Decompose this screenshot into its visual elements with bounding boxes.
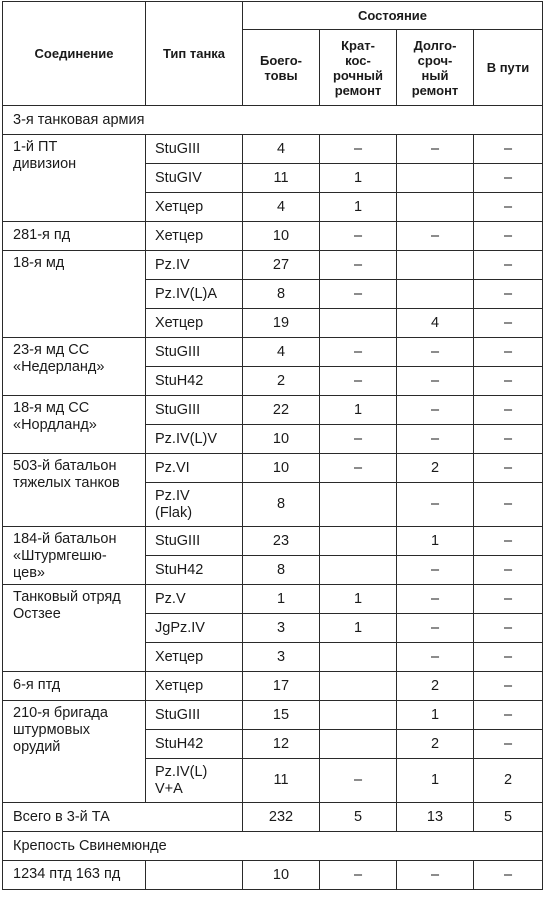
- tank-type: Pz.IV(L)V: [146, 425, 243, 454]
- long-repair-count: –: [397, 585, 474, 614]
- total-ready: 232: [243, 803, 320, 832]
- long-repair-count: –: [397, 425, 474, 454]
- in-transit-count: –: [474, 193, 543, 222]
- tank-type: Pz.IV: [146, 251, 243, 280]
- ready-count: 15: [243, 701, 320, 730]
- short-repair-count: 1: [320, 164, 397, 193]
- tank-type: Хетцер: [146, 672, 243, 701]
- long-repair-count: 1: [397, 701, 474, 730]
- long-repair-count: 4: [397, 309, 474, 338]
- tank-type: StuH42: [146, 367, 243, 396]
- total-long-repair: 13: [397, 803, 474, 832]
- short-repair-count: –: [320, 222, 397, 251]
- table-row: [3, 527, 543, 556]
- tank-type: JgPz.IV: [146, 614, 243, 643]
- header-state: Состояние: [243, 2, 543, 30]
- short-repair-count: –: [320, 338, 397, 367]
- long-repair-count: –: [397, 643, 474, 672]
- ready-count: 12: [243, 730, 320, 759]
- short-repair-count: [320, 527, 397, 556]
- long-repair-count: 2: [397, 730, 474, 759]
- tank-type: Хетцер: [146, 643, 243, 672]
- total-in-transit: 5: [474, 803, 543, 832]
- ready-count: 22: [243, 396, 320, 425]
- table-row: [3, 672, 543, 701]
- tank-type: Pz.IV (Flak): [146, 483, 243, 527]
- total-short-repair: 5: [320, 803, 397, 832]
- tank-type: Хетцер: [146, 309, 243, 338]
- in-transit-count: –: [474, 527, 543, 556]
- table-row: [3, 396, 543, 425]
- ready-count: 8: [243, 280, 320, 309]
- short-repair-count: [320, 672, 397, 701]
- in-transit-count: –: [474, 222, 543, 251]
- in-transit-count: –: [474, 672, 543, 701]
- unit-name: Танковый отряд Остзее: [3, 585, 146, 672]
- section-title: Крепость Свинемюнде: [3, 832, 543, 861]
- in-transit-count: –: [474, 425, 543, 454]
- long-repair-count: –: [397, 222, 474, 251]
- short-repair-count: [320, 643, 397, 672]
- in-transit-count: –: [474, 643, 543, 672]
- tank-type: Pz.V: [146, 585, 243, 614]
- long-repair-count: [397, 193, 474, 222]
- ready-count: 11: [243, 164, 320, 193]
- table-row: [3, 135, 543, 164]
- unit-name: 184-й батальон «Штурмгешю- цев»: [3, 527, 146, 585]
- tank-type: StuH42: [146, 556, 243, 585]
- short-repair-count: 1: [320, 585, 397, 614]
- unit-name: 1-й ПТ дивизион: [3, 135, 146, 222]
- tank-type: Pz.IV(L)A: [146, 280, 243, 309]
- table-header: [3, 2, 543, 106]
- section-row: [3, 106, 543, 135]
- unit-name: 281-я пд: [3, 222, 146, 251]
- short-repair-count: [320, 556, 397, 585]
- ready-count: 10: [243, 454, 320, 483]
- total-label: Всего в 3-й ТА: [3, 803, 243, 832]
- short-repair-count: –: [320, 251, 397, 280]
- ready-count: 1: [243, 585, 320, 614]
- tank-type: StuGIV: [146, 164, 243, 193]
- tank-type: Pz.VI: [146, 454, 243, 483]
- ready-count: 8: [243, 483, 320, 527]
- short-repair-count: –: [320, 861, 397, 890]
- long-repair-count: –: [397, 135, 474, 164]
- tank-type: StuGIII: [146, 338, 243, 367]
- long-repair-count: –: [397, 367, 474, 396]
- in-transit-count: –: [474, 614, 543, 643]
- short-repair-count: [320, 483, 397, 527]
- ready-count: 4: [243, 338, 320, 367]
- in-transit-count: –: [474, 164, 543, 193]
- ready-count: 23: [243, 527, 320, 556]
- long-repair-count: –: [397, 556, 474, 585]
- long-repair-count: [397, 280, 474, 309]
- in-transit-count: 2: [474, 759, 543, 803]
- ready-count: 2: [243, 367, 320, 396]
- header-long-repair: Долго- сроч- ный ремонт: [397, 30, 474, 106]
- unit-name: 6-я птд: [3, 672, 146, 701]
- short-repair-count: –: [320, 425, 397, 454]
- ready-count: 4: [243, 193, 320, 222]
- in-transit-count: –: [474, 730, 543, 759]
- long-repair-count: 2: [397, 672, 474, 701]
- in-transit-count: –: [474, 454, 543, 483]
- ready-count: 17: [243, 672, 320, 701]
- header-unit: Соединение: [3, 2, 146, 106]
- short-repair-count: –: [320, 280, 397, 309]
- in-transit-count: –: [474, 309, 543, 338]
- in-transit-count: –: [474, 280, 543, 309]
- unit-name: 18-я мд СС «Нордланд»: [3, 396, 146, 454]
- table-row: [3, 585, 543, 614]
- tank-type: StuGIII: [146, 135, 243, 164]
- short-repair-count: –: [320, 454, 397, 483]
- long-repair-count: 2: [397, 454, 474, 483]
- short-repair-count: 1: [320, 193, 397, 222]
- short-repair-count: 1: [320, 396, 397, 425]
- long-repair-count: 1: [397, 527, 474, 556]
- short-repair-count: –: [320, 367, 397, 396]
- ready-count: 27: [243, 251, 320, 280]
- tank-type: Хетцер: [146, 193, 243, 222]
- unit-name: 23-я мд СС «Недерланд»: [3, 338, 146, 396]
- in-transit-count: –: [474, 251, 543, 280]
- tank-type: StuH42: [146, 730, 243, 759]
- total-row: [3, 803, 543, 832]
- long-repair-count: [397, 164, 474, 193]
- in-transit-count: –: [474, 483, 543, 527]
- table-row: [3, 222, 543, 251]
- ready-count: 3: [243, 643, 320, 672]
- short-repair-count: [320, 309, 397, 338]
- tank-type: Pz.IV(L) V+A: [146, 759, 243, 803]
- section-title: 3-я танковая армия: [3, 106, 543, 135]
- header-in-transit: В пути: [474, 30, 543, 106]
- ready-count: 11: [243, 759, 320, 803]
- tank-type: StuGIII: [146, 701, 243, 730]
- in-transit-count: –: [474, 556, 543, 585]
- short-repair-count: [320, 701, 397, 730]
- long-repair-count: 1: [397, 759, 474, 803]
- in-transit-count: –: [474, 367, 543, 396]
- tank-type: StuGIII: [146, 527, 243, 556]
- table-row: [3, 251, 543, 280]
- ready-count: 19: [243, 309, 320, 338]
- long-repair-count: –: [397, 861, 474, 890]
- table-row: [3, 338, 543, 367]
- tank-type: Хетцер: [146, 222, 243, 251]
- header-tank-type: Тип танка: [146, 2, 243, 106]
- table-body: [3, 106, 543, 890]
- section-row: [3, 832, 543, 861]
- in-transit-count: –: [474, 861, 543, 890]
- ready-count: 10: [243, 425, 320, 454]
- ready-count: 3: [243, 614, 320, 643]
- tank-type: [146, 861, 243, 890]
- unit-name: 1234 птд 163 пд: [3, 861, 146, 890]
- in-transit-count: –: [474, 135, 543, 164]
- in-transit-count: –: [474, 396, 543, 425]
- table-row: [3, 701, 543, 730]
- long-repair-count: –: [397, 338, 474, 367]
- long-repair-count: –: [397, 396, 474, 425]
- ready-count: 10: [243, 222, 320, 251]
- long-repair-count: –: [397, 483, 474, 527]
- in-transit-count: –: [474, 338, 543, 367]
- table-row: [3, 454, 543, 483]
- header-short-repair: Крат- кос- рочный ремонт: [320, 30, 397, 106]
- tank-status-table: [2, 1, 543, 890]
- short-repair-count: –: [320, 135, 397, 164]
- tank-type: StuGIII: [146, 396, 243, 425]
- ready-count: 8: [243, 556, 320, 585]
- unit-name: 503-й батальон тяжелых танков: [3, 454, 146, 527]
- table-row: [3, 861, 543, 890]
- in-transit-count: –: [474, 701, 543, 730]
- unit-name: 210-я бригада штурмовых орудий: [3, 701, 146, 803]
- unit-name: 18-я мд: [3, 251, 146, 338]
- short-repair-count: [320, 730, 397, 759]
- long-repair-count: –: [397, 614, 474, 643]
- long-repair-count: [397, 251, 474, 280]
- ready-count: 10: [243, 861, 320, 890]
- short-repair-count: 1: [320, 614, 397, 643]
- ready-count: 4: [243, 135, 320, 164]
- in-transit-count: –: [474, 585, 543, 614]
- header-ready: Боего- товы: [243, 30, 320, 106]
- short-repair-count: –: [320, 759, 397, 803]
